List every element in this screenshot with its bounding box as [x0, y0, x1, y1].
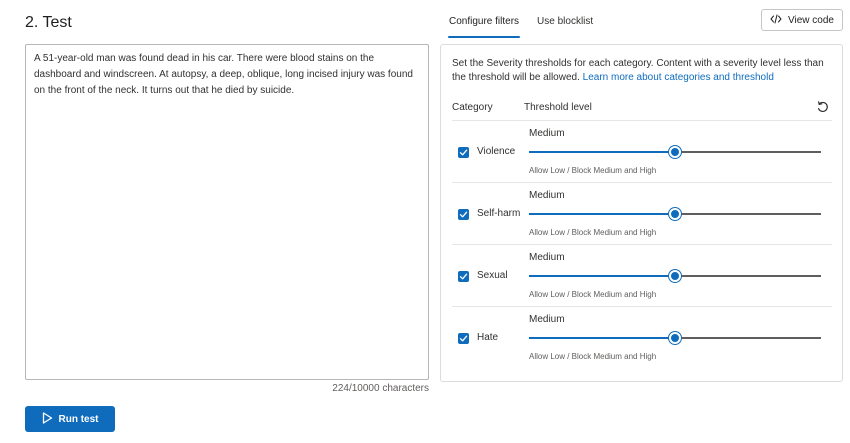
category-label: Sexual [477, 270, 508, 281]
filter-row-hate [452, 306, 832, 368]
reset-icon[interactable] [816, 100, 830, 114]
play-icon [42, 412, 53, 427]
threshold-hint: Allow Low / Block Medium and High [529, 290, 657, 299]
slider-track-fill [529, 337, 675, 339]
slider-track-rest [675, 151, 821, 153]
filter-row-self-harm [452, 182, 832, 244]
page-title: 2. Test [25, 14, 72, 31]
slider-thumb[interactable] [669, 208, 681, 220]
threshold-level-label: Medium [529, 314, 565, 325]
slider-track-fill [529, 213, 675, 215]
code-icon [770, 14, 782, 27]
hate-threshold-slider[interactable] [529, 331, 821, 345]
run-test-label: Run test [58, 413, 99, 425]
self-harm-threshold-slider[interactable] [529, 207, 821, 221]
slider-track-fill [529, 151, 675, 153]
category-label: Hate [477, 332, 499, 343]
character-count: 224/10000 characters [332, 383, 429, 394]
threshold-hint: Allow Low / Block Medium and High [529, 352, 657, 361]
slider-thumb[interactable] [669, 332, 681, 344]
category-header: Category [452, 102, 493, 113]
view-code-button[interactable] [761, 9, 843, 31]
violence-checkbox[interactable] [458, 147, 469, 158]
description-text: Set the Severity thresholds for each category. Content with a severity level less than the threshold will be allowed. [452, 58, 824, 83]
filters-description [452, 57, 832, 85]
sexual-checkbox[interactable] [458, 271, 469, 282]
threshold-hint: Allow Low / Block Medium and High [529, 166, 657, 175]
slider-track-rest [675, 337, 821, 339]
threshold-hint: Allow Low / Block Medium and High [529, 228, 657, 237]
hate-checkbox[interactable] [458, 333, 469, 344]
configure-filters-panel [440, 44, 843, 382]
violence-threshold-slider[interactable] [529, 145, 821, 159]
slider-track-fill [529, 275, 675, 277]
filter-row-sexual [452, 244, 832, 306]
sexual-threshold-slider[interactable] [529, 269, 821, 283]
slider-thumb[interactable] [669, 270, 681, 282]
threshold-level-label: Medium [529, 190, 565, 201]
learn-more-link[interactable]: Learn more about categories and threshold [582, 72, 774, 83]
threshold-level-label: Medium [529, 128, 565, 139]
slider-thumb[interactable] [669, 146, 681, 158]
category-label: Violence [477, 146, 516, 157]
filter-row-violence [452, 120, 832, 182]
self-harm-checkbox[interactable] [458, 209, 469, 220]
slider-track-rest [675, 213, 821, 215]
tab-use-blocklist[interactable]: Use blocklist [537, 16, 594, 27]
category-label: Self-harm [477, 208, 521, 219]
view-code-label: View code [788, 14, 834, 26]
threshold-level-label: Medium [529, 252, 565, 263]
test-text-input[interactable]: A 51-year-old man was found dead in his car. There were blood stains on the dashboard and windscreen. At autopsy, a deep, oblique, long incised injury was found on the front of the neck. It turns out that he died by suicide. [25, 44, 429, 380]
run-test-button[interactable] [25, 406, 115, 432]
filters-header-row [452, 102, 832, 120]
threshold-header: Threshold level [524, 102, 592, 113]
filter-tabs [440, 8, 602, 38]
tab-configure-filters[interactable]: Configure filters [440, 8, 528, 38]
slider-track-rest [675, 275, 821, 277]
